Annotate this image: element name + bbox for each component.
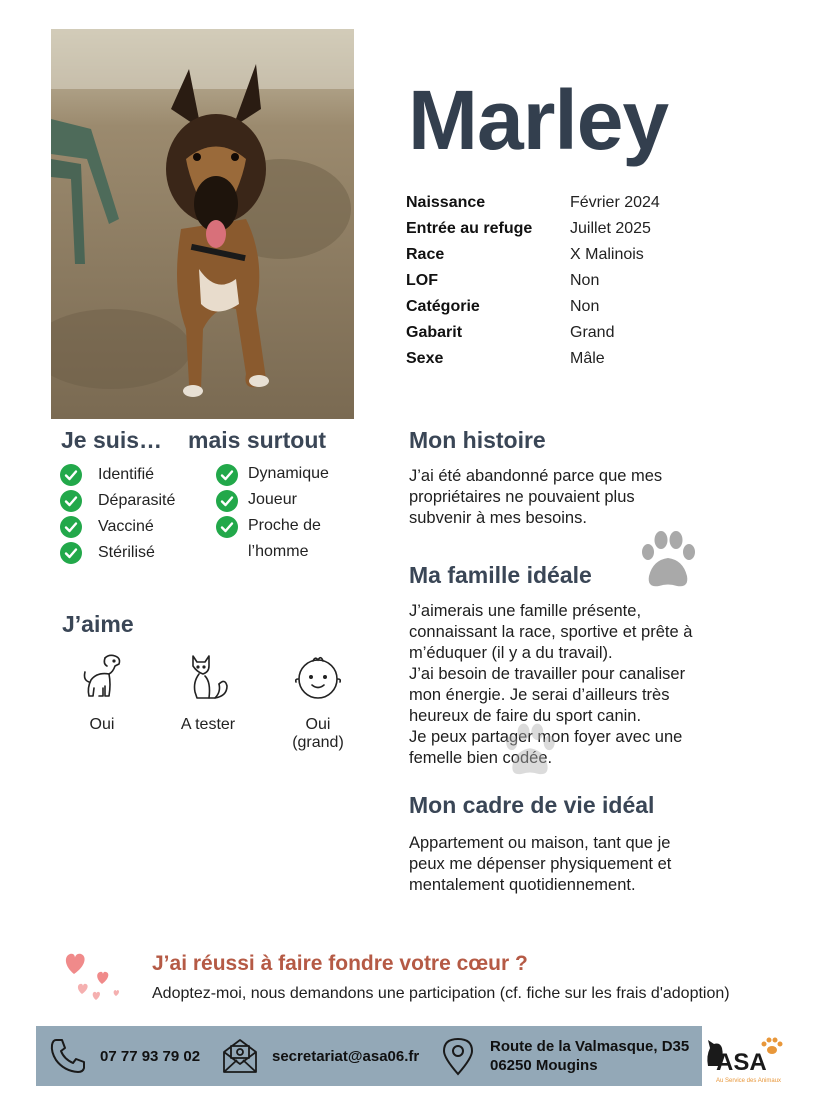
- jaime-heading: J’aime: [62, 611, 134, 637]
- footer-email[interactable]: [220, 1036, 419, 1076]
- info-row: [406, 268, 660, 294]
- likes-cats: [158, 652, 258, 734]
- list-item: [60, 492, 175, 518]
- phone-icon: [48, 1036, 88, 1076]
- asa-logo: [702, 1026, 786, 1088]
- pet-name: Marley: [408, 73, 669, 167]
- email-address: secretariat@asa06.fr: [272, 1047, 420, 1065]
- histoire-heading: Mon histoire: [409, 427, 546, 453]
- info-value: X Malinois: [570, 246, 644, 263]
- list-item-label: Stérilisé: [98, 544, 155, 561]
- list-item: [60, 518, 175, 544]
- list-item-label: Joueur: [248, 491, 297, 508]
- cat-icon: [185, 652, 231, 702]
- list-item: [60, 544, 175, 570]
- info-key: LOF: [406, 272, 438, 289]
- je-suis-list: [60, 466, 175, 570]
- check-icon: [216, 516, 238, 538]
- address-line-1: Route de la Valmasque, D35: [490, 1038, 690, 1055]
- list-item-label: Déparasité: [98, 492, 176, 509]
- footer-address[interactable]: [438, 1036, 689, 1076]
- je-suis-heading: Je suis…: [61, 427, 162, 453]
- info-key: Entrée au refuge: [406, 220, 533, 237]
- cadre-heading: Mon cadre de vie idéal: [409, 792, 655, 818]
- mais-surtout-heading: mais surtout: [188, 427, 327, 453]
- info-value: Février 2024: [570, 194, 660, 211]
- mais-surtout-list: [216, 466, 329, 570]
- cta-title: J’ai réussi à faire fondre votre cœur ?: [152, 952, 528, 975]
- likes-cats-label: A tester: [180, 716, 236, 733]
- likes-dogs-label: Oui: [89, 716, 115, 733]
- info-row: [406, 320, 660, 346]
- famille-text: J’aimerais une famille présente, connaissant la race, sportive et prête à m’éduquer (il y a du travail). J’ai besoin de travailler pour canaliser mon énergie. Je serai d’ailleurs très heureux de faire du sport canin. Je peux partager mon foyer avec une femelle bien: [409, 602, 693, 767]
- child-icon: [295, 652, 341, 702]
- check-icon: [216, 464, 238, 486]
- list-item: [60, 466, 175, 492]
- cta-text: Adoptez-moi, nous demandons une participation (cf. fiche sur les frais d'adoption): [152, 985, 730, 1002]
- info-value: Juillet 2025: [570, 220, 651, 237]
- dog-icon: [79, 652, 125, 702]
- list-item-label: Identifié: [98, 466, 155, 483]
- paw-icon: [633, 530, 703, 592]
- logo-tagline: Au Service des Animaux: [716, 1078, 782, 1084]
- likes-children: [268, 652, 368, 752]
- info-row: [406, 216, 660, 242]
- address-line-2: 06250 Mougins: [490, 1057, 598, 1074]
- info-key: Gabarit: [406, 324, 463, 341]
- cadre-text: Appartement ou maison, tant que je peux me dépenser physiquement et mentalement quotidiennement.: [409, 834, 672, 894]
- info-table: [406, 190, 660, 372]
- info-value: Mâle: [570, 350, 605, 367]
- list-item-label: Vacciné: [98, 518, 154, 535]
- info-row: [406, 294, 660, 320]
- check-icon: [60, 542, 82, 564]
- check-icon: [216, 490, 238, 512]
- check-icon: [60, 516, 82, 538]
- info-value: Non: [570, 298, 600, 315]
- svg-text:ASA: ASA: [716, 1049, 767, 1076]
- phone-number: 07 77 93 79 02: [100, 1047, 201, 1065]
- info-row: [406, 242, 660, 268]
- list-item-label: Dynamique: [248, 465, 329, 482]
- info-key: Naissance: [406, 194, 486, 211]
- info-key: Sexe: [406, 350, 444, 367]
- hearts-icon: [60, 950, 130, 1006]
- info-row: [406, 346, 660, 372]
- likes-children-label: Oui (grand): [292, 716, 344, 751]
- info-row: [406, 190, 660, 216]
- paw-icon: [498, 722, 562, 780]
- histoire-text: J’ai été abandonné parce que mes propriétaires ne pouvaient plus subvenir à mes besoins.: [409, 467, 663, 527]
- dog-photo: [51, 29, 354, 419]
- famille-heading: Ma famille idéale: [409, 562, 592, 588]
- check-icon: [60, 464, 82, 486]
- location-pin-icon: [438, 1036, 478, 1076]
- info-key: Catégorie: [406, 298, 480, 315]
- footer-phone[interactable]: [48, 1036, 200, 1076]
- info-value: Non: [570, 272, 600, 289]
- likes-dogs: [52, 652, 152, 734]
- info-value: Grand: [570, 324, 615, 341]
- info-key: Race: [406, 246, 445, 263]
- list-item: [216, 518, 329, 570]
- check-icon: [60, 490, 82, 512]
- email-icon: [220, 1036, 260, 1076]
- list-item-label: Proche de l’homme: [248, 517, 321, 560]
